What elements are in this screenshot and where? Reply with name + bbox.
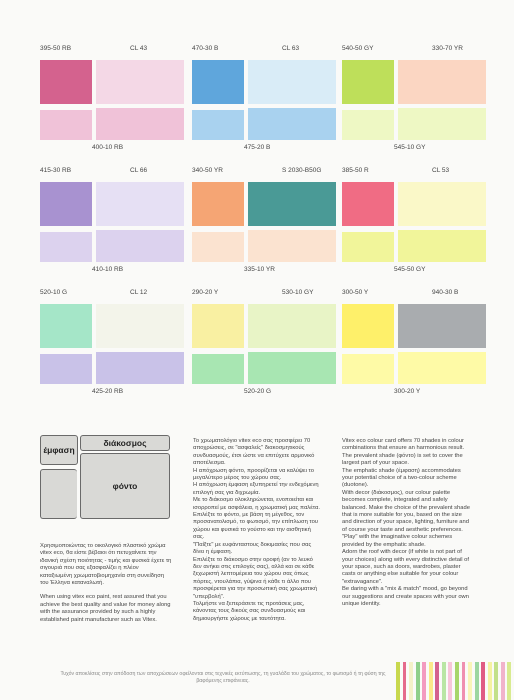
swatch-decor bbox=[398, 304, 486, 348]
stripe bbox=[481, 662, 485, 700]
swatch-emphasis bbox=[342, 182, 394, 226]
swatch-group bbox=[342, 45, 487, 160]
stripe bbox=[416, 662, 420, 700]
left-text bbox=[40, 543, 172, 624]
stripe bbox=[468, 662, 472, 700]
swatch-decor bbox=[248, 60, 336, 104]
right-p2: The prevalent shade (φόντο) is set to cover the largest part of your space. bbox=[342, 452, 463, 467]
middle-p6: Επιλέξτε το διάκοσμο στην οροφή (αν το λευκό δεν ανήκει στις επιλογές σας), αλλά και σε κάθε ξεχωριστή λεπτομέρεια του χώρου σας όπως πόρτες, ντουλάπια, γύψινα ή κάθε τι άλλο που προσφέρεται για την προσωπική σας χρωματική "υπερβολή". bbox=[193, 556, 318, 600]
right-p7: Be daring with a "mix & match" mood, go beyond our suggestions and create spaces with your own unique identity. bbox=[342, 586, 469, 607]
swatch-group bbox=[40, 45, 185, 160]
middle-p2: Η απόχρωση φόντο, προορίζεται να καλύψει το μεγαλύτερο μέρος του χώρου σας. bbox=[193, 467, 314, 482]
swatch-bottom-code: 300-20 Y bbox=[394, 388, 421, 395]
swatch-top-code: 470-30 B bbox=[192, 45, 219, 52]
stripe bbox=[501, 662, 505, 700]
swatch-emphasis bbox=[192, 182, 244, 226]
left-greek-paragraph: Χρησιμοποιώντας το οικολογικό πλαστικό χρώμα vitex eco, θα είστε βέβαιοι ότι πετυχαίνετε την ιδανική σχέση ποιότητας - τιμής και φυσικά έχετε τη σιγουριά που σας εξασφαλίζει η πλέον καταξιωμένη χρωματοβιομηχανία στη συνείδηση του Έλληνα καταναλωτή. bbox=[40, 543, 172, 587]
stripe bbox=[488, 662, 492, 700]
swatch-background-left bbox=[342, 354, 394, 384]
stripe bbox=[429, 662, 433, 700]
stripe bbox=[403, 662, 407, 700]
swatch-bottom-code: 545-50 GY bbox=[394, 266, 426, 273]
middle-p1: Το χρωματολόγιο vitex eco σας προσφέρει 70 αποχρώσεις, σε "ασφαλείς" διακοσμητικούς συνδυασμούς, έτσι ώστε να επιτύχετε αρμονικό αποτέλεσμα. bbox=[193, 438, 315, 467]
swatch-background-left bbox=[40, 232, 92, 262]
swatch-emphasis bbox=[342, 60, 394, 104]
swatch-bottom-code: 410-10 RB bbox=[92, 266, 124, 273]
swatch-right-code: CL 53 bbox=[432, 167, 450, 174]
swatch-right-code: CL 63 bbox=[282, 45, 300, 52]
right-p5: "Play" with the imaginative colour schemes provided by the emphatic shade. bbox=[342, 534, 453, 548]
swatch-bottom-code: 520-20 G bbox=[244, 388, 272, 395]
swatch-decor bbox=[96, 182, 184, 226]
swatch-emphasis bbox=[40, 60, 92, 104]
stripe bbox=[435, 662, 439, 700]
swatch-background-left bbox=[192, 354, 244, 384]
swatch-emphasis bbox=[192, 60, 244, 104]
swatch-emphasis bbox=[342, 304, 394, 348]
swatch-background-right bbox=[96, 230, 184, 262]
legend-background: φόντο bbox=[80, 453, 170, 519]
swatch-emphasis bbox=[40, 304, 92, 348]
swatch-right-code: CL 66 bbox=[130, 167, 148, 174]
swatch-background-left bbox=[40, 110, 92, 140]
swatch-right-code: CL 43 bbox=[130, 45, 148, 52]
stripe bbox=[475, 662, 479, 700]
swatch-group bbox=[40, 289, 185, 404]
swatch-top-code: 385-50 R bbox=[342, 167, 369, 174]
swatch-right-code: 940-30 B bbox=[432, 289, 459, 296]
middle-p5: "Παίξτε" με ευφάνταστους δοκιμασίες που σας δίνει η έμφαση. bbox=[193, 541, 312, 556]
swatch-background-right bbox=[248, 352, 336, 384]
middle-p3: Η απόχρωση έμφαση εξυπηρετεί την ενδεχόμενη επιλογή σας για διχρωμία. bbox=[193, 482, 319, 496]
swatch-top-code: 340-50 YR bbox=[192, 167, 223, 174]
swatch-group bbox=[192, 167, 337, 282]
right-p4: With decor (διάκοσμος), our colour palette becomes complete, integrated and safely balanced. Make the choice of the prevalent shade that is more suitable for you, based on the size and direction of your space, lighting, furniture and of course your taste and aesthetic preferences. bbox=[342, 489, 470, 533]
right-p1: Vitex eco colour card offers 70 shades in colour combinations that ensure an harmonious result. bbox=[342, 438, 465, 452]
right-english-text bbox=[342, 438, 472, 608]
stripe bbox=[448, 662, 452, 700]
legend-background-left bbox=[40, 469, 77, 519]
swatch-emphasis bbox=[192, 304, 244, 348]
swatch-right-code: CL 12 bbox=[130, 289, 148, 296]
stripe bbox=[507, 662, 511, 700]
swatch-decor bbox=[96, 60, 184, 104]
swatch-group bbox=[342, 289, 487, 404]
stripe bbox=[409, 662, 413, 700]
swatch-decor bbox=[248, 304, 336, 348]
stripe bbox=[422, 662, 426, 700]
swatch-bottom-code: 400-10 RB bbox=[92, 144, 124, 151]
stripe bbox=[494, 662, 498, 700]
swatch-bottom-code: 335-10 YR bbox=[244, 266, 275, 273]
swatch-background-right bbox=[96, 352, 184, 384]
swatch-background-right bbox=[398, 108, 486, 140]
middle-greek-text bbox=[193, 438, 321, 623]
swatch-background-left bbox=[192, 110, 244, 140]
legend-diagram bbox=[40, 435, 170, 525]
swatch-group bbox=[342, 167, 487, 282]
swatch-top-code: 290-20 Y bbox=[192, 289, 219, 296]
footer-disclaimer: Τυχόν αποκλίσεις στην απόδοση των αποχρώσεων οφείλονται στις τεχνικές εκτύπωσης, τη γυαλάδα του χρώματος, το φωτισμό ή τη φύση της βαφόμενης επιφάνειας. bbox=[60, 671, 386, 684]
swatch-top-code: 520-10 G bbox=[40, 289, 68, 296]
swatch-group bbox=[192, 289, 337, 404]
stripe bbox=[396, 662, 400, 700]
swatch-right-code: S 2030-B50G bbox=[282, 167, 322, 174]
legend-decor: διάκοσμος bbox=[80, 435, 170, 451]
swatch-background-right bbox=[398, 230, 486, 262]
swatch-top-code: 395-50 RB bbox=[40, 45, 72, 52]
swatch-right-code: 530-10 GY bbox=[282, 289, 314, 296]
swatch-background-right bbox=[248, 108, 336, 140]
swatch-background-right bbox=[398, 352, 486, 384]
swatch-top-code: 415-30 RB bbox=[40, 167, 72, 174]
swatch-right-code: 330-70 YR bbox=[432, 45, 463, 52]
stripe bbox=[462, 662, 466, 700]
swatch-background-left bbox=[40, 354, 92, 384]
swatch-background-left bbox=[342, 232, 394, 262]
swatch-background-right bbox=[96, 108, 184, 140]
decorative-stripes bbox=[396, 662, 514, 700]
swatch-bottom-code: 475-20 B bbox=[244, 144, 271, 151]
swatch-emphasis bbox=[40, 182, 92, 226]
swatch-decor bbox=[96, 304, 184, 348]
swatch-bottom-code: 545-10 GY bbox=[394, 144, 426, 151]
right-p3: The emphatic shade (έμφαση) accommodates your potential choice of a two-colour scheme (duotone). bbox=[342, 467, 461, 489]
swatch-decor bbox=[398, 182, 486, 226]
swatch-background-left bbox=[342, 110, 394, 140]
stripe bbox=[455, 662, 459, 700]
right-p6: Adorn the roof with decor (if white is not part of your choices) along with every distinctive detail of your space, such as doors, wardrobes, plaster casts or anything else suitable for your colour "extravagance". bbox=[342, 549, 469, 585]
swatch-top-code: 300-50 Y bbox=[342, 289, 369, 296]
swatch-top-code: 540-50 GY bbox=[342, 45, 374, 52]
middle-p4: Με το διάκοσμο ολοκληρώνεται, ενοποιείται και ισορροπεί με ασφάλεια, η χρωματική μας παλέτα. Επιλέξτε το φόντο, με βάση τη μέγεθος, τον προσανατολισμό, το φωτισμό, την επίπλωση του χώρου και φυσικά το γούστο και την αισθητική σας. bbox=[193, 497, 320, 541]
legend-emphasis: έμφαση bbox=[40, 435, 78, 465]
middle-p7: Τολμήστε να ξεπεράσετε τις προτάσεις μας, κάνοντας τους δικούς σας συνδυασμούς και δημιουργήστε χώρους με ταυτότητα. bbox=[193, 600, 306, 622]
swatch-background-right bbox=[248, 230, 336, 262]
swatch-decor bbox=[398, 60, 486, 104]
swatch-bottom-code: 425-20 RB bbox=[92, 388, 124, 395]
swatch-group bbox=[192, 45, 337, 160]
stripe bbox=[442, 662, 446, 700]
left-english-paragraph: When using vitex eco paint, rest assured that you achieve the best quality and value for money along with the assurance provided by such a highly established paint manufacturer such as Vitex. bbox=[40, 594, 171, 623]
swatch-group bbox=[40, 167, 185, 282]
swatch-decor bbox=[248, 182, 336, 226]
swatch-background-left bbox=[192, 232, 244, 262]
